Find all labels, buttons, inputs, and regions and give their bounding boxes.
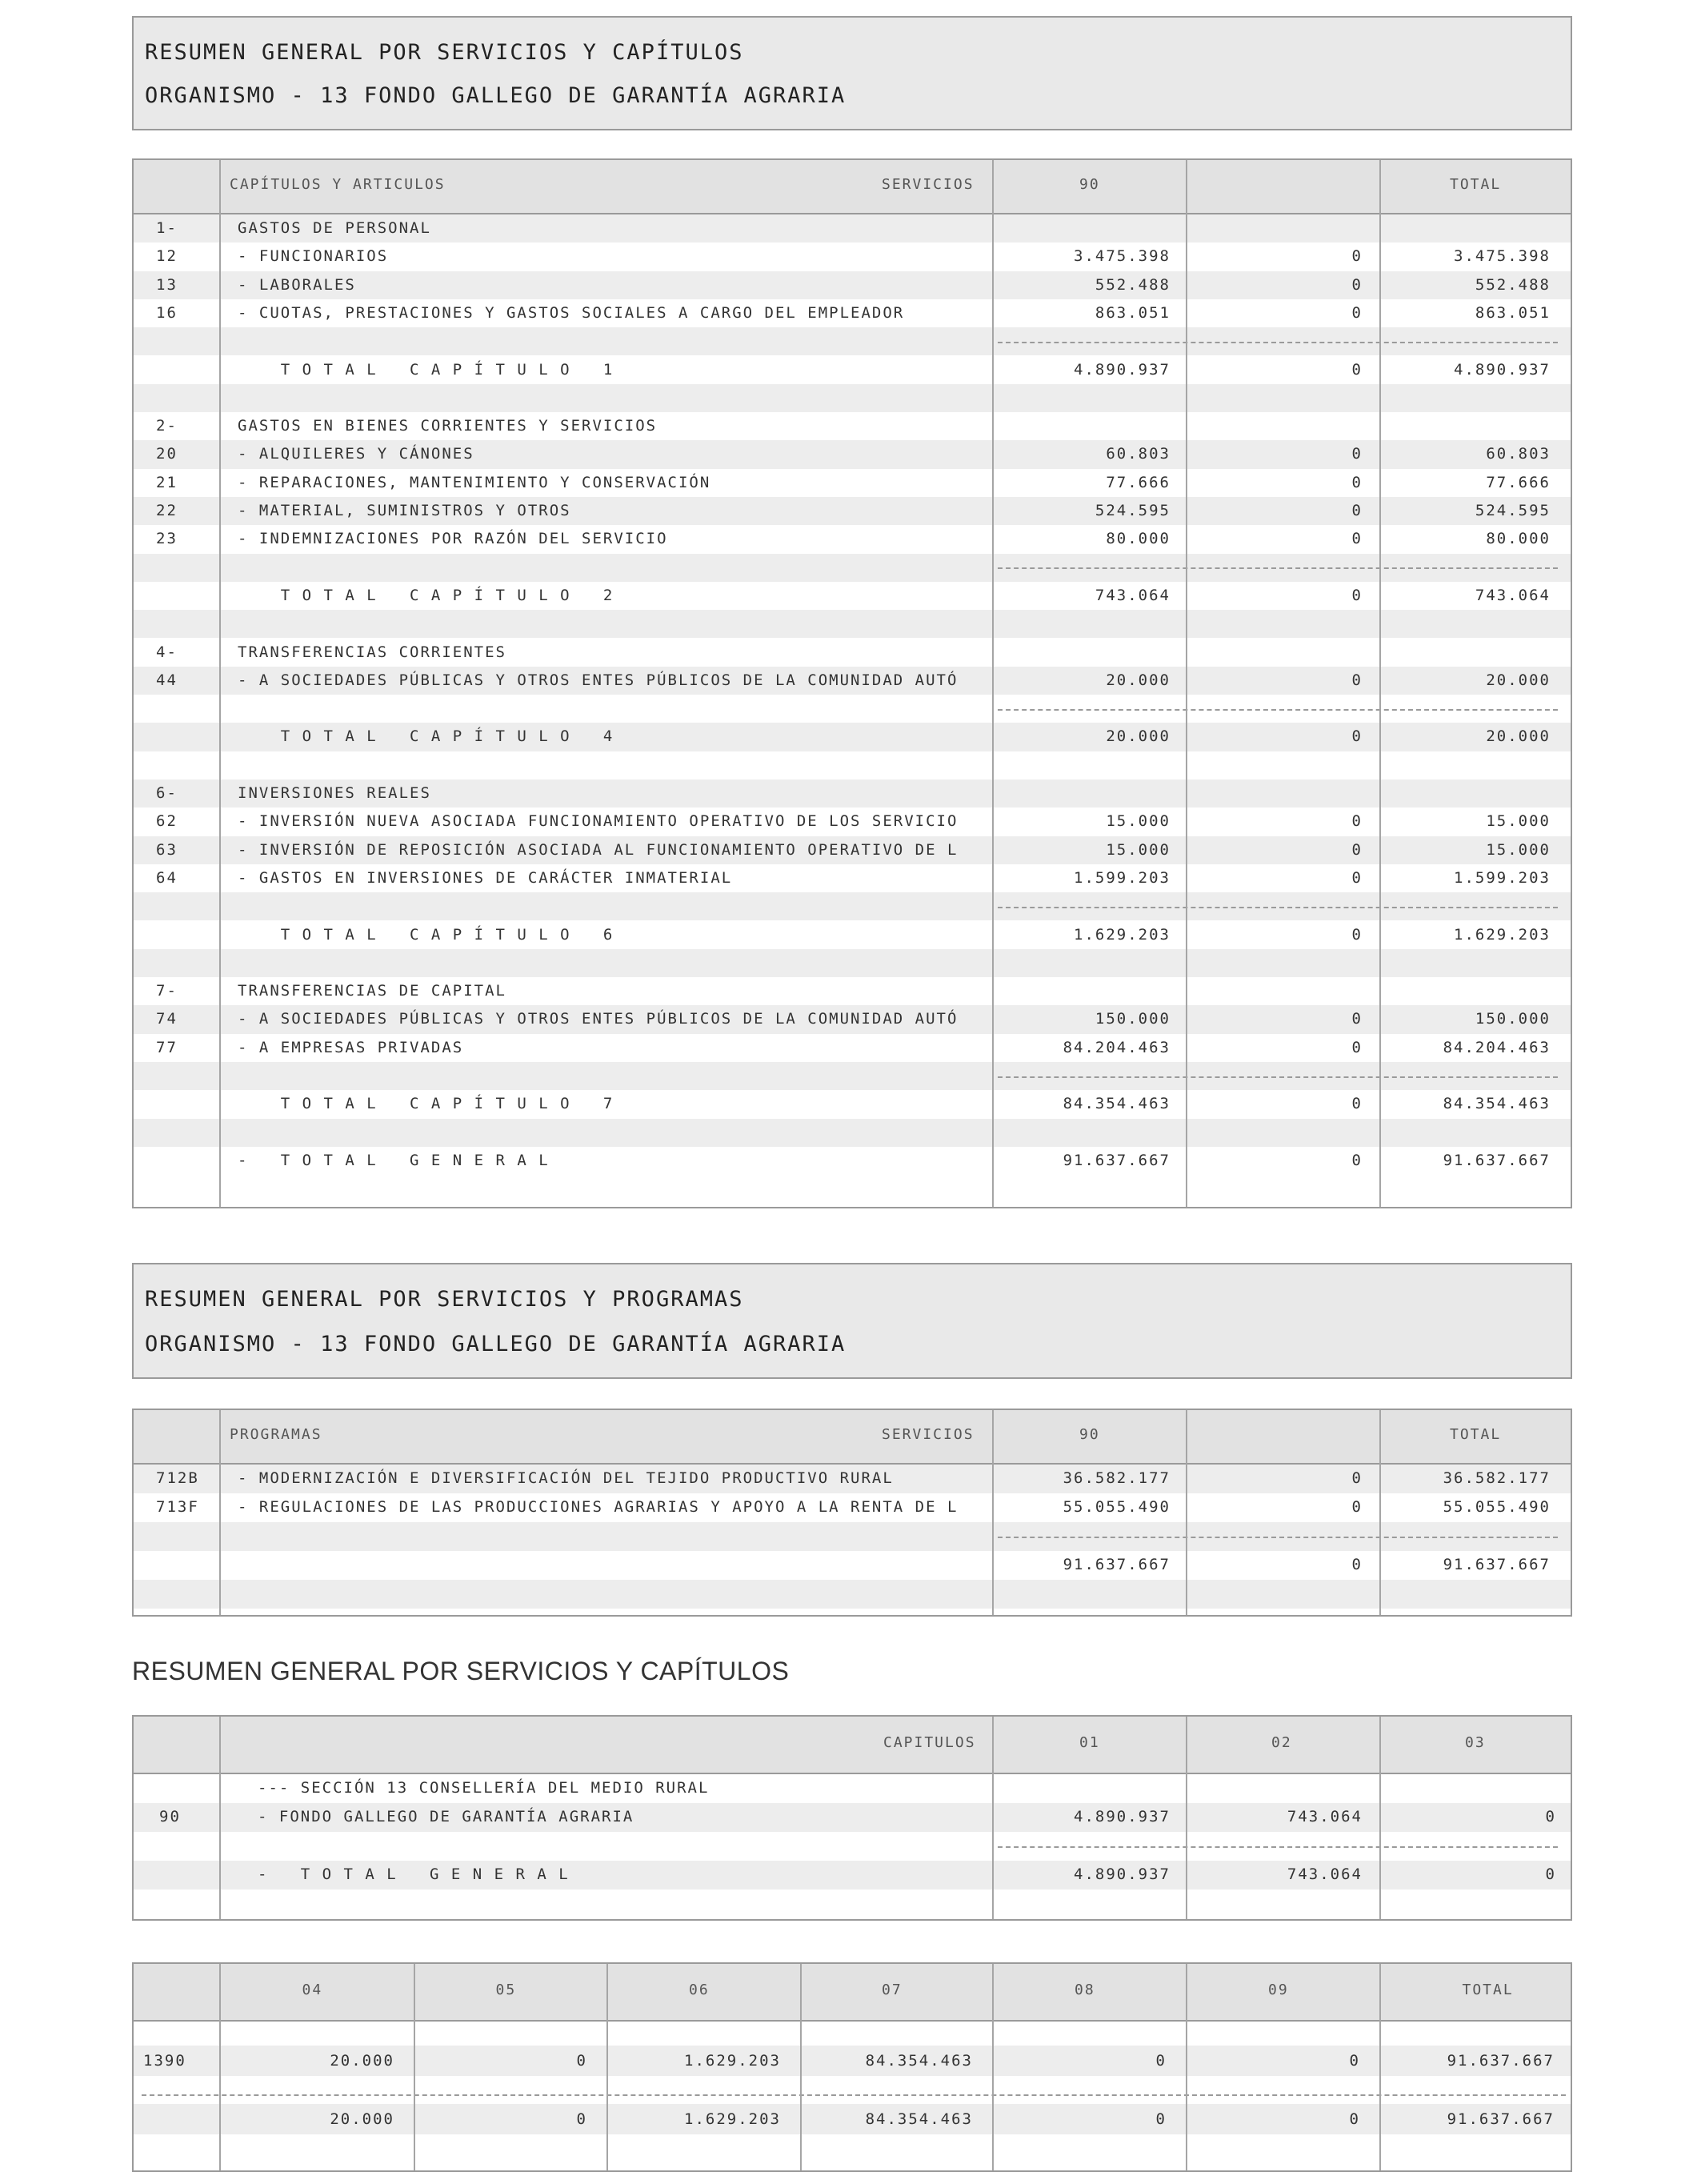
row-total: 524.595	[1475, 502, 1551, 519]
row-value-col2: 0	[1351, 303, 1363, 322]
section-chapters-table	[132, 1715, 1572, 1921]
row-code: 62	[156, 812, 178, 831]
row-value-90: 15.000	[1106, 840, 1171, 859]
row-value-90: 743.064	[1095, 586, 1171, 604]
row-value-90: 20.000	[1106, 671, 1171, 689]
row-value-90: 91.637.667	[1063, 1151, 1171, 1169]
row-description: - ALQUILERES Y CÁNONES	[238, 445, 474, 463]
row-value-90: 1.629.203	[1074, 925, 1171, 944]
row-value-90: 80.000	[1106, 530, 1171, 548]
row-total: 863.051	[1475, 303, 1551, 322]
header-col-09: 09	[1268, 1982, 1289, 1998]
row-value-col2: 0	[1351, 473, 1363, 491]
row-total: 1.629.203	[1454, 925, 1551, 944]
row-description: - INDEMNIZACIONES POR RAZÓN DEL SERVICIO	[238, 530, 668, 548]
row-description: GASTOS EN BIENES CORRIENTES Y SERVICIOS	[238, 417, 658, 435]
dashed-separator	[998, 709, 1558, 711]
row-value-90: 3.475.398	[1074, 247, 1171, 266]
row-value-col2: 0	[1351, 1469, 1363, 1487]
section-title: RESUMEN GENERAL POR SERVICIOS Y CAPÍTULOS	[132, 1657, 790, 1685]
row-value-90: 55.055.490	[1063, 1498, 1171, 1516]
row-stripe	[134, 1580, 1571, 1609]
row-description: - INVERSIÓN NUEVA ASOCIADA FUNCIONAMIENTO OPERATIVO DE LOS SERVICIO	[238, 812, 959, 831]
row-value-col2: 0	[1351, 840, 1363, 859]
row-value-02: 743.064	[1287, 1808, 1363, 1825]
row-code: 13	[156, 275, 178, 294]
row-value-90: 60.803	[1106, 445, 1171, 463]
row-total: 84.354.463	[1443, 1095, 1551, 1113]
row-value-90: 4.890.937	[1074, 360, 1171, 379]
row-stripe	[134, 610, 1571, 638]
header-01: 01	[1079, 1734, 1100, 1751]
row-code: 22	[156, 502, 178, 519]
report-title: RESUMEN GENERAL POR SERVICIOS Y PROGRAMAS	[145, 1287, 744, 1312]
header-total: TOTAL	[1450, 176, 1502, 193]
dashed-separator	[998, 1846, 1558, 1848]
row-code: 7-	[156, 982, 178, 1000]
header-desc: PROGRAMAS	[230, 1426, 322, 1443]
row-description: - A SOCIEDADES PÚBLICAS Y OTROS ENTES PÚBLICOS DE LA COMUNIDAD AUTÓ	[238, 671, 959, 689]
table-header	[134, 1717, 1571, 1774]
row-value-col2: 0	[1351, 1095, 1363, 1113]
row-value-col2: 0	[1351, 247, 1363, 266]
dashed-separator	[998, 567, 1558, 569]
header-servicios: SERVICIOS	[882, 1426, 975, 1443]
row-value: 84.354.463	[865, 2052, 973, 2070]
row-total: 1.599.203	[1454, 868, 1551, 887]
row-description: - T O T A L G E N E R A L	[258, 1865, 570, 1883]
row-value: 0	[1155, 2052, 1167, 2070]
row-value: 0	[1349, 2110, 1360, 2128]
row-total: 4.890.937	[1454, 360, 1551, 379]
row-description: TRANSFERENCIAS CORRIENTES	[238, 643, 506, 661]
row-value-col2: 0	[1351, 1038, 1363, 1056]
header-col-06: 06	[689, 1982, 710, 1998]
row-value-01: 4.890.937	[1074, 1808, 1171, 1825]
header-90: 90	[1079, 176, 1100, 193]
row-total: 743.064	[1475, 586, 1551, 604]
row-value-90: 150.000	[1095, 1010, 1171, 1028]
table-header	[134, 1964, 1571, 2022]
row-total: 91.637.667	[1443, 1151, 1551, 1169]
row-code: 20	[156, 445, 178, 463]
row-value-90: 863.051	[1095, 303, 1171, 322]
row-total: 150.000	[1475, 1010, 1551, 1028]
row-value: 0	[1349, 2052, 1360, 2070]
dashed-separator	[998, 1537, 1558, 1538]
row-total: 91.637.667	[1443, 1556, 1551, 1573]
row-description: - FUNCIONARIOS	[238, 247, 389, 266]
row-description: - T O T A L G E N E R A L	[238, 1151, 550, 1169]
row-value: 0	[576, 2110, 587, 2128]
row-code: 713F	[156, 1498, 199, 1516]
row-total: 3.475.398	[1454, 247, 1551, 266]
row-value-col2: 0	[1351, 812, 1363, 831]
row-value-col2: 0	[1351, 1556, 1363, 1573]
row-code: 63	[156, 840, 178, 859]
row-total: 15.000	[1486, 840, 1551, 859]
header-col-07: 07	[882, 1982, 903, 1998]
row-total: 77.666	[1486, 473, 1551, 491]
row-value: 1.629.203	[684, 2110, 781, 2128]
row-value-90: 91.637.667	[1063, 1556, 1171, 1573]
row-value-col2: 0	[1351, 445, 1363, 463]
row-code: 1-	[156, 219, 178, 237]
section-chapters-table-cont	[132, 1962, 1572, 2172]
row-code: 712B	[156, 1469, 199, 1487]
row-value-90: 20.000	[1106, 727, 1171, 746]
row-value-col2: 0	[1351, 925, 1363, 944]
header-servicios: SERVICIOS	[882, 176, 975, 193]
header-03: 03	[1465, 1734, 1486, 1751]
row-description: - A EMPRESAS PRIVADAS	[238, 1038, 464, 1056]
row-description: - CUOTAS, PRESTACIONES Y GASTOS SOCIALES A CARGO DEL EMPLEADOR	[238, 303, 905, 322]
row-description: T O T A L C A P Í T U L O 1	[238, 360, 614, 379]
row-value-90: 84.204.463	[1063, 1038, 1171, 1056]
row-stripe	[134, 949, 1571, 977]
row-code: 1390	[143, 2052, 186, 2070]
dashed-separator	[142, 2094, 1566, 2096]
row-value-90: 77.666	[1106, 473, 1171, 491]
row-description: GASTOS DE PERSONAL	[238, 219, 431, 237]
row-value-col2: 0	[1351, 868, 1363, 887]
row-value-col2: 0	[1351, 1151, 1363, 1169]
report-title: RESUMEN GENERAL POR SERVICIOS Y CAPÍTULOS	[145, 40, 744, 65]
row-stripe	[134, 384, 1571, 412]
header-90: 90	[1079, 1426, 1100, 1443]
row-value-col2: 0	[1351, 360, 1363, 379]
row-description: - MODERNIZACIÓN E DIVERSIFICACIÓN DEL TEJIDO PRODUCTIVO RURAL	[238, 1469, 894, 1487]
row-value-col2: 0	[1351, 275, 1363, 294]
row-value-col2: 0	[1351, 502, 1363, 519]
row-code: 16	[156, 303, 178, 322]
row-value-col2: 0	[1351, 727, 1363, 746]
row-description: - INVERSIÓN DE REPOSICIÓN ASOCIADA AL FUNCIONAMIENTO OPERATIVO DE L	[238, 840, 959, 859]
programs-table	[132, 1409, 1572, 1617]
row-total: 552.488	[1475, 275, 1551, 294]
header-col-04: 04	[302, 1982, 323, 1998]
row-value: 84.354.463	[865, 2110, 973, 2128]
header-total: TOTAL	[1450, 1426, 1502, 1443]
row-description: - REGULACIONES DE LAS PRODUCCIONES AGRARIAS Y APOYO A LA RENTA DE L	[238, 1498, 959, 1516]
row-code: 21	[156, 473, 178, 491]
row-total: 36.582.177	[1443, 1469, 1551, 1487]
header-desc: CAPÍTULOS Y ARTICULOS	[230, 176, 446, 193]
row-value-90: 552.488	[1095, 275, 1171, 294]
row-description: - REPARACIONES, MANTENIMIENTO Y CONSERVACIÓN	[238, 473, 711, 491]
header-capitulos: CAPITULOS	[883, 1734, 976, 1751]
organism-title: ORGANISMO - 13 FONDO GALLEGO DE GARANTÍA AGRARIA	[145, 83, 846, 108]
row-value-90: 15.000	[1106, 812, 1171, 831]
row-code: 90	[159, 1808, 181, 1825]
row-code: 74	[156, 1010, 178, 1028]
row-value: 0	[1155, 2110, 1167, 2128]
row-value: 91.637.667	[1447, 2052, 1555, 2070]
dashed-separator	[998, 342, 1558, 343]
dashed-separator	[998, 1076, 1558, 1078]
row-value-90: 36.582.177	[1063, 1469, 1171, 1487]
header-02: 02	[1271, 1734, 1292, 1751]
row-value-01: 4.890.937	[1074, 1865, 1171, 1883]
row-value-03: 0	[1545, 1808, 1556, 1825]
row-value: 91.637.667	[1447, 2110, 1555, 2128]
row-total: 60.803	[1486, 445, 1551, 463]
table-header	[134, 1410, 1571, 1465]
row-code: 6-	[156, 784, 178, 802]
row-description: T O T A L C A P Í T U L O 4	[238, 727, 614, 746]
row-description: T O T A L C A P Í T U L O 2	[238, 586, 614, 604]
row-description: TRANSFERENCIAS DE CAPITAL	[238, 982, 506, 1000]
row-value: 20.000	[330, 2052, 394, 2070]
row-description: - FONDO GALLEGO DE GARANTÍA AGRARIA	[258, 1808, 634, 1825]
table-header	[134, 160, 1571, 214]
row-value-col2: 0	[1351, 530, 1363, 548]
row-code: 23	[156, 530, 178, 548]
row-code: 77	[156, 1038, 178, 1056]
chapters-table	[132, 158, 1572, 1208]
report-header-programs	[132, 1263, 1572, 1379]
row-value: 0	[576, 2052, 587, 2070]
row-description: T O T A L C A P Í T U L O 6	[238, 925, 614, 944]
header-col-total: TOTAL	[1462, 1982, 1514, 1998]
row-value-03: 0	[1545, 1865, 1556, 1883]
row-description: - GASTOS EN INVERSIONES DE CARÁCTER INMATERIAL	[238, 868, 733, 887]
row-description: T O T A L C A P Í T U L O 7	[238, 1095, 614, 1113]
dashed-separator	[998, 907, 1558, 908]
row-value-90: 84.354.463	[1063, 1095, 1171, 1113]
row-value: 20.000	[330, 2110, 394, 2128]
report-header-chapters	[132, 16, 1572, 130]
row-description: - LABORALES	[238, 275, 356, 294]
row-total: 84.204.463	[1443, 1038, 1551, 1056]
row-value-02: 743.064	[1287, 1865, 1363, 1883]
row-description: - A SOCIEDADES PÚBLICAS Y OTROS ENTES PÚBLICOS DE LA COMUNIDAD AUTÓ	[238, 1010, 959, 1028]
row-value-col2: 0	[1351, 1498, 1363, 1516]
row-code: 4-	[156, 643, 178, 661]
row-description: --- SECCIÓN 13 CONSELLERÍA DEL MEDIO RURAL	[258, 1779, 710, 1797]
row-total: 20.000	[1486, 671, 1551, 689]
row-total: 80.000	[1486, 530, 1551, 548]
row-code: 12	[156, 247, 178, 266]
row-description: INVERSIONES REALES	[238, 784, 431, 802]
row-value: 1.629.203	[684, 2052, 781, 2070]
row-value-col2: 0	[1351, 586, 1363, 604]
row-value-col2: 0	[1351, 1010, 1363, 1028]
row-total: 15.000	[1486, 812, 1551, 831]
row-value-90: 1.599.203	[1074, 868, 1171, 887]
row-code: 64	[156, 868, 178, 887]
organism-title: ORGANISMO - 13 FONDO GALLEGO DE GARANTÍA AGRARIA	[145, 1332, 846, 1356]
row-value-90: 524.595	[1095, 502, 1171, 519]
row-description: - MATERIAL, SUMINISTROS Y OTROS	[238, 502, 571, 519]
header-col-05: 05	[495, 1982, 517, 1998]
row-code: 44	[156, 671, 178, 689]
row-value-col2: 0	[1351, 671, 1363, 689]
header-col-08: 08	[1075, 1982, 1095, 1998]
row-total: 20.000	[1486, 727, 1551, 746]
row-stripe	[134, 1119, 1571, 1147]
row-total: 55.055.490	[1443, 1498, 1551, 1516]
row-code: 2-	[156, 417, 178, 435]
